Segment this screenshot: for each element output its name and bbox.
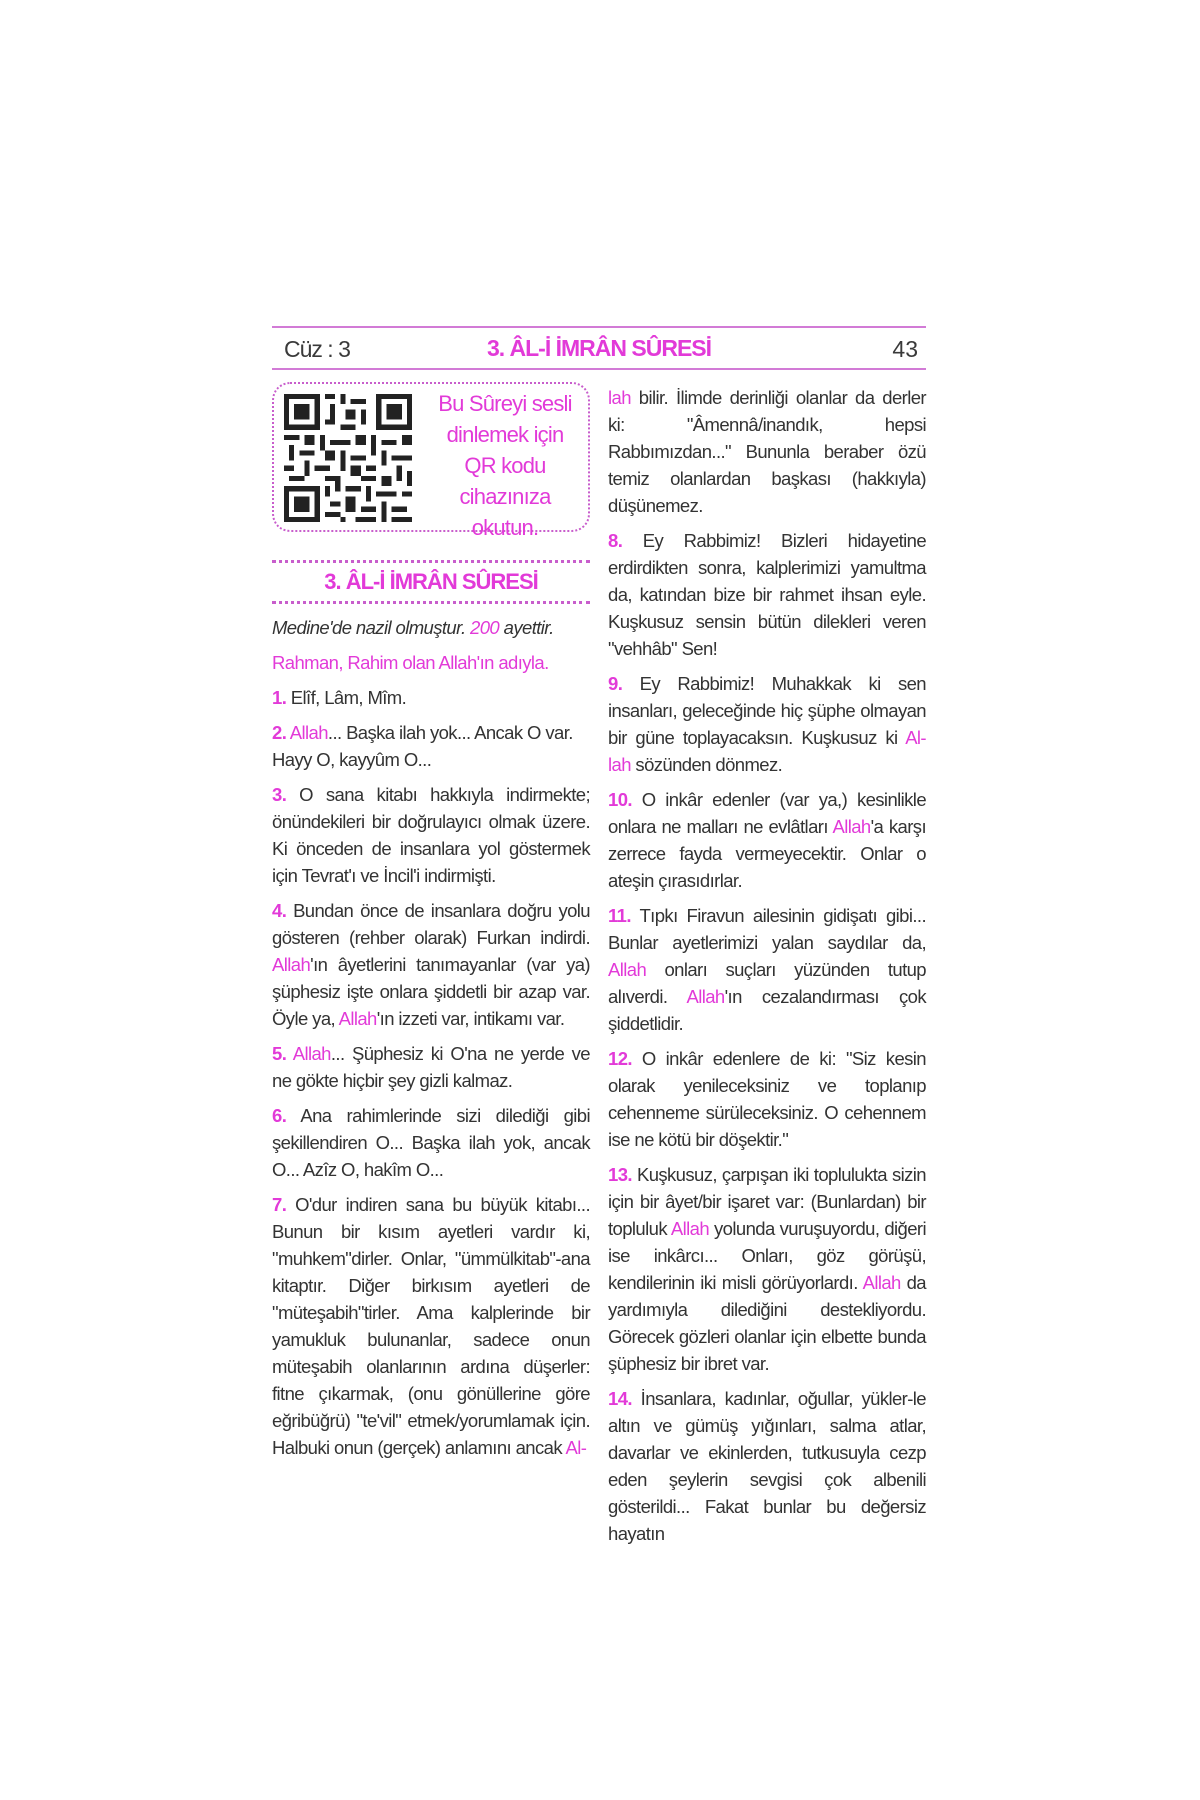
verse-14	[608, 1385, 926, 1547]
qr-code-icon[interactable]	[284, 394, 412, 522]
verse-number: 6.	[272, 1105, 287, 1126]
header-bottom-rule	[272, 368, 926, 370]
verse-text: bilir. İlimde derinliği olanlar da derler ki: "Âmennâ/inandık, hepsi Rabbımızdan..." Bununla beraber özü temiz olanlardan başkası (hakkıyla) düşünemez.	[608, 387, 926, 516]
verse-text: O sana kitabı hakkıyla indirmekte; önündekileri bir doğrulayıcı olmak üzere. Ki önceden de insanlara yol göstermek için Tevrat'ı ve İncil'i indirmişti.	[272, 784, 590, 886]
qr-box	[272, 382, 590, 540]
verse-text: Bundan önce de insanlara doğru yolu gösteren (rehber olarak) Furkan indirdi.	[272, 900, 590, 948]
verse-number: 4.	[272, 900, 287, 921]
verse-7	[272, 1191, 590, 1461]
divine-name: Allah	[832, 816, 871, 837]
verse-13	[608, 1161, 926, 1377]
verse-text: Tıpkı Firavun ailesinin gidişatı gibi... Bunlar ayetlerimizi yalan saydılar da,	[608, 905, 926, 953]
verse-7-continued	[608, 384, 926, 519]
divine-name-part: lah	[608, 387, 631, 408]
basmala: Rahman, Rahim olan Allah'ın adıyla.	[272, 652, 549, 673]
verse-4	[272, 897, 590, 1032]
intro-suffix: ayettir.	[499, 617, 554, 638]
verse-number: 12.	[608, 1048, 632, 1069]
verse-number: 11.	[608, 905, 631, 926]
verse-10	[608, 786, 926, 894]
qr-line-5: okutun.	[471, 515, 539, 540]
verse-text: 'a karşı zerrece fayda vermeyecektir. Onlar o ateşin çırasıdırlar.	[608, 816, 926, 891]
verse-number: 13.	[608, 1164, 632, 1185]
verse-text: O inkâr edenlere de ki: "Siz kesin olarak yenileceksiniz ve toplanıp cehenneme sürüleceksiniz. O cehennem ise ne kötü bir döşektir."	[608, 1048, 926, 1150]
verse-text: Ey Rabbimiz! Muhakkak ki sen insanları, geleceğinde hiç şüphe olmayan bir güne toplayacaksın. Kuşkusuz ki	[608, 673, 926, 748]
verse-number: 14.	[608, 1388, 632, 1409]
surah-title: 3. ÂL-İ İMRÂN SÛRESİ	[272, 560, 590, 604]
qr-line-3: QR kodu	[464, 453, 546, 478]
divine-name: Allah	[862, 1272, 901, 1293]
verse-text: Kuşkusuz, çarpışan iki toplulukta sizin için bir âyet/bir işaret var: (Bunlardan) bir topluluk	[608, 1164, 927, 1239]
verse-text: yolunda vuruşuyordu, diğeri ise inkârcı... Onları, göz görüşü, kendilerinin iki misli görüyorlardı.	[608, 1218, 926, 1293]
verse-number: 5.	[272, 1043, 287, 1064]
divine-name-part: Al-	[565, 1437, 587, 1458]
verse-text: 'ın âyetlerini tanımayanlar (var ya) şüphesiz işte onlara şiddetli bir azap var. Öyle ya,	[272, 954, 590, 1029]
verse-8	[608, 527, 926, 662]
verse-text: O'dur indiren sana bu büyük kitabı... Bunun bir kısım ayetleri vardır ki, "muhkem"dirler. Onlar, "ümmülkitab"-ana kitaptır. Diğer birkısım ayetleri de "müteşabih"tirler. Ama kalplerinde bir yamukluk bulunanlar, sadece onun müteşabih olanlarının ardına düşerler: fitne çıkarmak, (onu gönüllerine göre eğribüğrü) "te'vil" etmek/yorumlamak için. Halbuki onun (gerçek) anlamını ancak	[272, 1194, 590, 1458]
divine-name: Allah	[670, 1218, 710, 1239]
verse-2	[272, 719, 590, 773]
verse-text: da yardımıyla dilediğini destekliyordu. Görecek gözleri olanlar için elbette bunda şüphesiz bir ibret var.	[608, 1272, 926, 1374]
divine-name: Allah	[292, 1043, 331, 1064]
verse-text: 'ın cezalandırması çok şiddetlidir.	[608, 986, 926, 1034]
verse-9	[608, 670, 926, 778]
verse-number: 1.	[272, 687, 287, 708]
running-title: 3. ÂL-İ İMRÂN SÛRESİ	[486, 335, 712, 361]
verse-text: Ana rahimlerinde sizi dilediği gibi şekillendiren O... Başka ilah yok, ancak O... Azîz O, hakîm O...	[272, 1105, 590, 1180]
divine-name: Allah	[338, 1008, 377, 1029]
qr-line-1: Bu Sûreyi sesli	[438, 391, 572, 416]
left-column	[272, 382, 590, 1469]
qr-line-2: dinlemek için	[446, 422, 564, 447]
verse-text: onları suçları yüzünden tutup alıverdi.	[608, 959, 926, 1007]
verse-text: 'ın izzeti var, intikamı var.	[376, 1008, 565, 1029]
verse-number: 8.	[608, 530, 623, 551]
verse-text: O inkâr edenler (var ya,) kesinlikle onlara ne malları ne evlâtları	[608, 789, 927, 837]
divine-name: Allah	[608, 959, 647, 980]
verse-3	[272, 781, 590, 889]
header-top-rule	[272, 326, 926, 328]
page-number: 43	[892, 336, 918, 362]
intro-text: Medine'de nazil olmuştur.	[272, 617, 471, 638]
juz-label: Cüz : 3	[284, 336, 350, 362]
verse-text: Elîf, Lâm, Mîm.	[290, 687, 407, 708]
verse-5	[272, 1040, 590, 1094]
divine-name: Allah	[272, 954, 311, 975]
divine-name: Allah	[289, 722, 328, 743]
qr-instructions	[430, 388, 580, 543]
verse-number: 7.	[272, 1194, 287, 1215]
verse-count: 200	[470, 617, 500, 638]
verse-12	[608, 1045, 926, 1153]
verse-1	[272, 684, 590, 711]
verse-number: 10.	[608, 789, 632, 810]
surah-intro	[272, 614, 590, 641]
verse-number: 2.	[272, 722, 287, 743]
divine-name: Allah	[686, 986, 725, 1007]
verse-text: İnsanlara, kadınlar, oğullar, yükler-le altın ve gümüş yığınları, salma atlar, davarlar ve ekinlerden, tutkusuyla cezp eden şeylerin sevgisi çok albenili gösterildi... Fakat bunlar bu değersiz hayatın	[608, 1388, 926, 1544]
verse-number: 9.	[608, 673, 623, 694]
page-header	[272, 326, 926, 370]
book-page	[272, 326, 927, 1544]
right-column	[608, 384, 926, 1555]
qr-line-4: cihazınıza	[459, 484, 551, 509]
verse-11	[608, 902, 926, 1037]
verse-text: ... Şüphesiz ki O'na ne yerde ve ne gökte hiçbir şey gizli kalmaz.	[272, 1043, 590, 1091]
verse-number: 3.	[272, 784, 287, 805]
verse-6	[272, 1102, 590, 1183]
verse-text: sözünden dönmez.	[630, 754, 783, 775]
divine-name: Al-lah	[608, 727, 926, 775]
verse-text: Ey Rabbimiz! Bizleri hidayetine erdirdikten sonra, kalplerimizi yamultma da, katından bize bir rahmet ihsan eyle. Kuşkusuz sensin bütün dilekleri veren "vehhâb" Sen!	[608, 530, 927, 659]
verse-text: ... Başka ilah yok... Ancak O var. Hayy O, kayyûm O...	[272, 722, 573, 770]
